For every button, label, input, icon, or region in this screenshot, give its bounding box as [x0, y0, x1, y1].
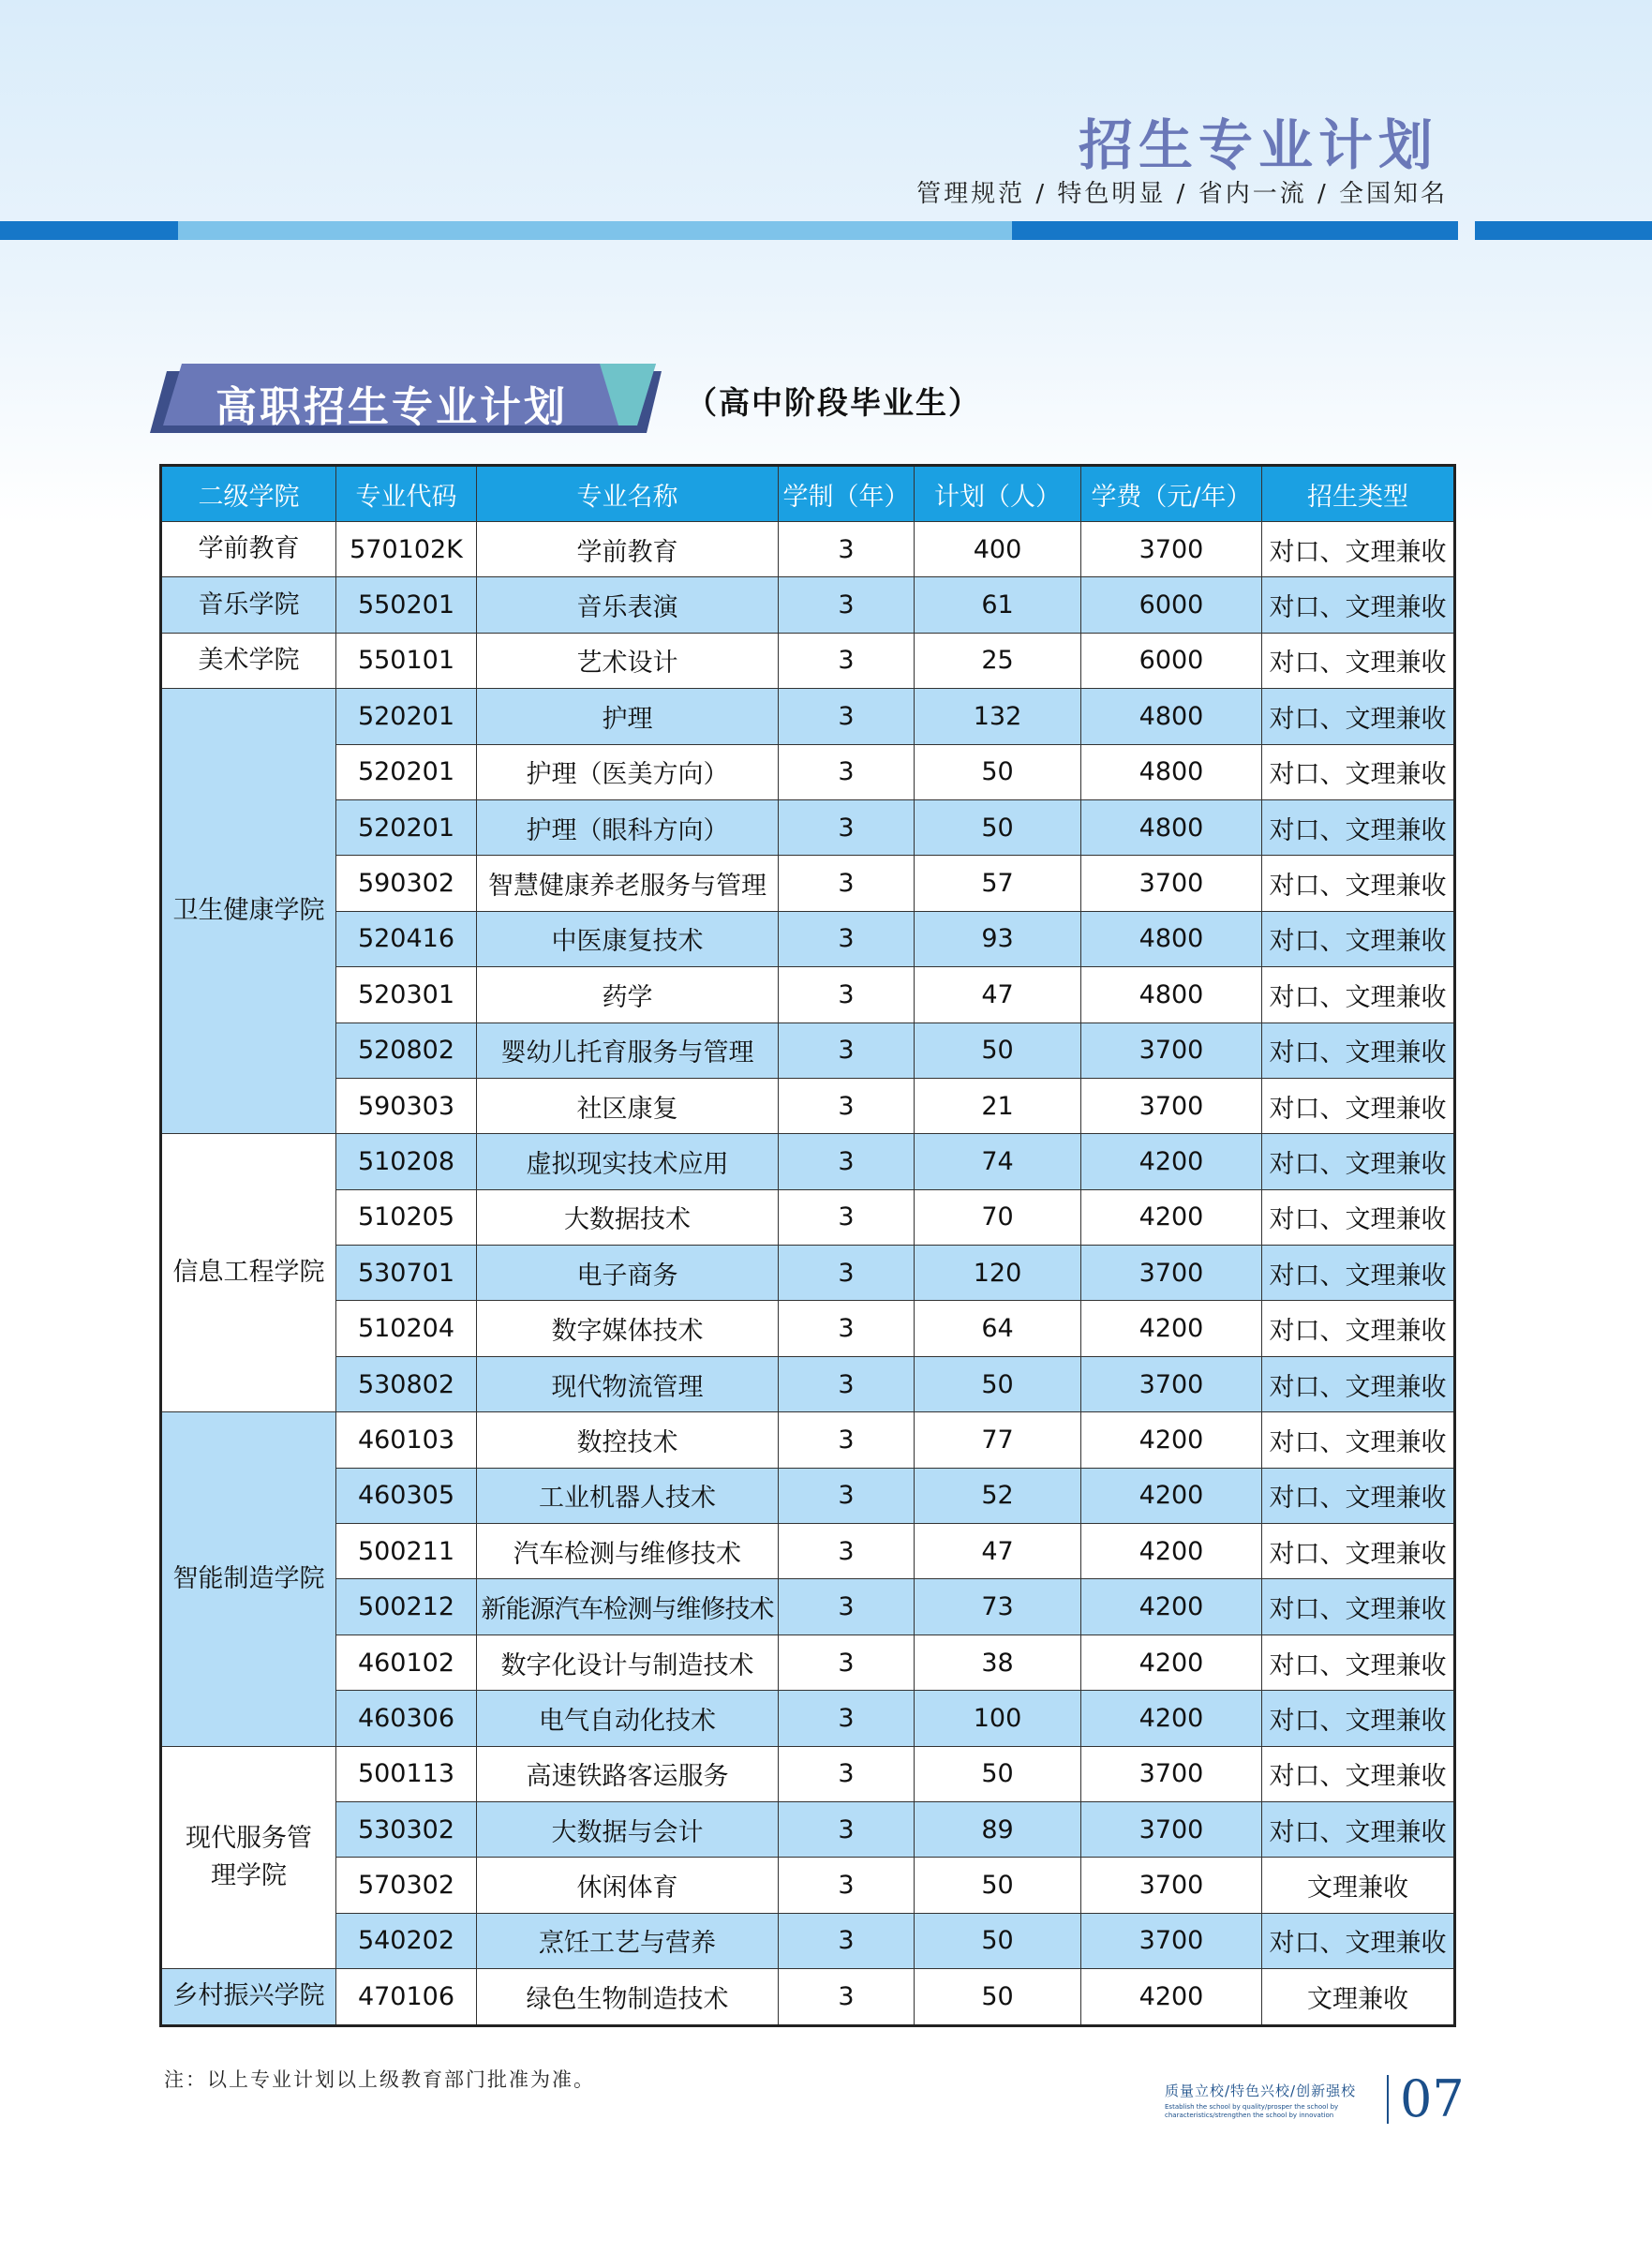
plan-count: 50	[915, 1023, 1081, 1078]
table-row	[161, 1801, 1455, 1857]
plan-count: 52	[915, 1468, 1081, 1523]
page-subtitle: 管理规范 / 特色明显 / 省内一流 / 全国知名	[916, 180, 1448, 208]
major-code: 520201	[336, 689, 477, 744]
admission-type: 对口、文理兼收	[1262, 1913, 1455, 1968]
major-name: 现代物流管理	[477, 1356, 779, 1411]
plan-count: 50	[915, 1746, 1081, 1801]
tuition-fee: 4200	[1081, 1579, 1262, 1635]
college-name: 智能制造学院	[161, 1412, 336, 1746]
major-code: 530802	[336, 1356, 477, 1411]
tuition-fee: 3700	[1081, 1246, 1262, 1301]
table-header	[161, 466, 1455, 522]
admission-type: 对口、文理兼收	[1262, 1356, 1455, 1411]
plan-count: 93	[915, 911, 1081, 966]
section-banner	[150, 364, 675, 440]
table-row	[161, 689, 1455, 744]
admission-type: 文理兼收	[1262, 1858, 1455, 1913]
major-name: 大数据与会计	[477, 1801, 779, 1857]
study-years: 3	[779, 522, 915, 577]
admission-type: 对口、文理兼收	[1262, 1635, 1455, 1690]
study-years: 3	[779, 1023, 915, 1078]
major-code: 510204	[336, 1301, 477, 1356]
major-name: 护理（眼科方向）	[477, 799, 779, 855]
tuition-fee: 6000	[1081, 633, 1262, 688]
table-body	[161, 522, 1455, 2026]
major-code: 510208	[336, 1134, 477, 1189]
admission-type: 对口、文理兼收	[1262, 1412, 1455, 1468]
table-row	[161, 744, 1455, 799]
major-code: 500113	[336, 1746, 477, 1801]
study-years: 3	[779, 1635, 915, 1690]
major-name: 药学	[477, 967, 779, 1023]
admission-type: 对口、文理兼收	[1262, 799, 1455, 855]
study-years: 3	[779, 1858, 915, 1913]
tuition-fee: 4200	[1081, 1134, 1262, 1189]
admission-type: 对口、文理兼收	[1262, 744, 1455, 799]
study-years: 3	[779, 577, 915, 633]
admission-type: 对口、文理兼收	[1262, 1801, 1455, 1857]
tuition-fee: 4200	[1081, 1969, 1262, 2025]
major-name: 艺术设计	[477, 633, 779, 688]
tuition-fee: 4800	[1081, 911, 1262, 966]
major-name: 绿色生物制造技术	[477, 1969, 779, 2025]
table-row	[161, 911, 1455, 966]
footer-divider	[1387, 2075, 1389, 2124]
footer-slogan: 质量立校/特色兴校/创新强校	[1165, 2082, 1357, 2099]
plan-count: 120	[915, 1246, 1081, 1301]
header-row	[161, 466, 1455, 522]
admission-type: 对口、文理兼收	[1262, 1189, 1455, 1245]
plan-count: 61	[915, 577, 1081, 633]
table-row	[161, 967, 1455, 1023]
plan-count: 70	[915, 1189, 1081, 1245]
major-name: 中医康复技术	[477, 911, 779, 966]
major-code: 540202	[336, 1913, 477, 1968]
plan-count: 50	[915, 1913, 1081, 1968]
college-name: 信息工程学院	[161, 1134, 336, 1412]
admission-type: 对口、文理兼收	[1262, 633, 1455, 688]
major-code: 520201	[336, 744, 477, 799]
column-header: 二级学院	[161, 466, 336, 522]
major-code: 570102K	[336, 522, 477, 577]
college-name: 乡村振兴学院	[161, 1969, 336, 2025]
college-name: 卫生健康学院	[161, 689, 336, 1134]
major-code: 530701	[336, 1246, 477, 1301]
column-header: 专业代码	[336, 466, 477, 522]
major-code: 590303	[336, 1078, 477, 1133]
table-row	[161, 1691, 1455, 1746]
table-row	[161, 1134, 1455, 1189]
tuition-fee: 3700	[1081, 1023, 1262, 1078]
major-name: 数控技术	[477, 1412, 779, 1468]
major-name: 电子商务	[477, 1246, 779, 1301]
major-code: 520201	[336, 799, 477, 855]
table-row	[161, 1356, 1455, 1411]
tuition-fee: 4200	[1081, 1189, 1262, 1245]
tuition-fee: 4200	[1081, 1301, 1262, 1356]
major-code: 460102	[336, 1635, 477, 1690]
admission-type: 对口、文理兼收	[1262, 1134, 1455, 1189]
page-title: 招生专业计划	[1078, 113, 1438, 177]
table-row	[161, 1301, 1455, 1356]
study-years: 3	[779, 1356, 915, 1411]
admission-type: 对口、文理兼收	[1262, 522, 1455, 577]
footnote: 注：以上专业计划以上级教育部门批准为准。	[164, 2068, 595, 2091]
table-row	[161, 1468, 1455, 1523]
tuition-fee: 4200	[1081, 1691, 1262, 1746]
header-band-right	[1012, 221, 1458, 240]
major-code: 470106	[336, 1969, 477, 2025]
column-header: 专业名称	[477, 466, 779, 522]
table-row	[161, 1858, 1455, 1913]
admission-type: 对口、文理兼收	[1262, 1246, 1455, 1301]
major-code: 590302	[336, 856, 477, 911]
tuition-fee: 4200	[1081, 1524, 1262, 1579]
study-years: 3	[779, 744, 915, 799]
table-row	[161, 577, 1455, 633]
plan-count: 50	[915, 799, 1081, 855]
study-years: 3	[779, 856, 915, 911]
tuition-fee: 4200	[1081, 1468, 1262, 1523]
tuition-fee: 3700	[1081, 1746, 1262, 1801]
major-name: 新能源汽车检测与维修技术	[477, 1579, 779, 1635]
table-row	[161, 1524, 1455, 1579]
table-row	[161, 1189, 1455, 1245]
plan-count: 50	[915, 744, 1081, 799]
table-row	[161, 1913, 1455, 1968]
section-note: （高中阶段毕业生）	[686, 384, 981, 421]
column-header: 学费（元/年）	[1081, 466, 1262, 522]
tuition-fee: 4800	[1081, 967, 1262, 1023]
footer-slogan-en: Establish the school by quality/prosper the school by characteristics/strengthen the school by innovation	[1165, 2103, 1339, 2119]
tuition-fee: 3700	[1081, 1078, 1262, 1133]
major-name: 数字媒体技术	[477, 1301, 779, 1356]
study-years: 3	[779, 1189, 915, 1245]
section-title: 高职招生专业计划	[216, 383, 568, 431]
table-row	[161, 1969, 1455, 2025]
study-years: 3	[779, 1134, 915, 1189]
plan-count: 50	[915, 1356, 1081, 1411]
study-years: 3	[779, 1468, 915, 1523]
study-years: 3	[779, 1412, 915, 1468]
tuition-fee: 3700	[1081, 856, 1262, 911]
table-row	[161, 1635, 1455, 1690]
admission-type: 对口、文理兼收	[1262, 1468, 1455, 1523]
tuition-fee: 3700	[1081, 1356, 1262, 1411]
study-years: 3	[779, 689, 915, 744]
plan-count: 74	[915, 1134, 1081, 1189]
page-number: 07	[1400, 2069, 1465, 2128]
study-years: 3	[779, 1969, 915, 2025]
admission-type: 对口、文理兼收	[1262, 689, 1455, 744]
plan-count: 64	[915, 1301, 1081, 1356]
major-code: 500212	[336, 1579, 477, 1635]
plan-count: 100	[915, 1691, 1081, 1746]
major-name: 智慧健康养老服务与管理	[477, 856, 779, 911]
admission-type: 对口、文理兼收	[1262, 577, 1455, 633]
major-name: 社区康复	[477, 1078, 779, 1133]
study-years: 3	[779, 1579, 915, 1635]
table-row	[161, 1078, 1455, 1133]
tuition-fee: 3700	[1081, 522, 1262, 577]
major-name: 休闲体育	[477, 1858, 779, 1913]
tuition-fee: 4800	[1081, 799, 1262, 855]
study-years: 3	[779, 1524, 915, 1579]
table-row	[161, 1746, 1455, 1801]
major-name: 虚拟现实技术应用	[477, 1134, 779, 1189]
tuition-fee: 4200	[1081, 1412, 1262, 1468]
plan-count: 50	[915, 1858, 1081, 1913]
header-band-middle	[178, 221, 1012, 240]
major-name: 汽车检测与维修技术	[477, 1524, 779, 1579]
table-row	[161, 799, 1455, 855]
study-years: 3	[779, 1691, 915, 1746]
admission-type: 对口、文理兼收	[1262, 911, 1455, 966]
tuition-fee: 3700	[1081, 1801, 1262, 1857]
major-name: 婴幼儿托育服务与管理	[477, 1023, 779, 1078]
table-row	[161, 633, 1455, 688]
tuition-fee: 6000	[1081, 577, 1262, 633]
major-name: 护理（医美方向）	[477, 744, 779, 799]
study-years: 3	[779, 911, 915, 966]
table-row	[161, 522, 1455, 577]
college-name: 美术学院	[161, 633, 336, 688]
plan-count: 73	[915, 1579, 1081, 1635]
major-code: 550201	[336, 577, 477, 633]
major-code: 500211	[336, 1524, 477, 1579]
study-years: 3	[779, 1913, 915, 1968]
admission-type: 对口、文理兼收	[1262, 1691, 1455, 1746]
study-years: 3	[779, 1078, 915, 1133]
plan-count: 50	[915, 1969, 1081, 2025]
plan-count: 47	[915, 1524, 1081, 1579]
plan-count: 400	[915, 522, 1081, 577]
admission-type: 对口、文理兼收	[1262, 1301, 1455, 1356]
plan-count: 57	[915, 856, 1081, 911]
major-name: 大数据技术	[477, 1189, 779, 1245]
admission-type: 对口、文理兼收	[1262, 1023, 1455, 1078]
plan-count: 132	[915, 689, 1081, 744]
table-row	[161, 1412, 1455, 1468]
admission-type: 对口、文理兼收	[1262, 967, 1455, 1023]
study-years: 3	[779, 1246, 915, 1301]
plan-count: 38	[915, 1635, 1081, 1690]
major-code: 520416	[336, 911, 477, 966]
admission-type: 对口、文理兼收	[1262, 1524, 1455, 1579]
major-code: 460305	[336, 1468, 477, 1523]
major-code: 460306	[336, 1691, 477, 1746]
tuition-fee: 3700	[1081, 1913, 1262, 1968]
admission-type: 文理兼收	[1262, 1969, 1455, 2025]
study-years: 3	[779, 1746, 915, 1801]
major-name: 音乐表演	[477, 577, 779, 633]
major-code: 530302	[336, 1801, 477, 1857]
college-name: 音乐学院	[161, 577, 336, 633]
tuition-fee: 4800	[1081, 744, 1262, 799]
major-name: 电气自动化技术	[477, 1691, 779, 1746]
admission-type: 对口、文理兼收	[1262, 856, 1455, 911]
major-name: 工业机器人技术	[477, 1468, 779, 1523]
admission-type: 对口、文理兼收	[1262, 1078, 1455, 1133]
study-years: 3	[779, 1301, 915, 1356]
tuition-fee: 3700	[1081, 1858, 1262, 1913]
major-name: 高速铁路客运服务	[477, 1746, 779, 1801]
table-row	[161, 856, 1455, 911]
table-row	[161, 1246, 1455, 1301]
column-header: 学制（年）	[779, 466, 915, 522]
enrollment-plan-table	[159, 464, 1456, 2027]
study-years: 3	[779, 1801, 915, 1857]
admission-type: 对口、文理兼收	[1262, 1746, 1455, 1801]
tuition-fee: 4200	[1081, 1635, 1262, 1690]
header-band-edge	[1475, 221, 1652, 240]
major-name: 烹饪工艺与营养	[477, 1913, 779, 1968]
column-header: 计划（人）	[915, 466, 1081, 522]
major-name: 数字化设计与制造技术	[477, 1635, 779, 1690]
major-code: 520802	[336, 1023, 477, 1078]
college-name: 学前教育	[161, 522, 336, 577]
table-row	[161, 1579, 1455, 1635]
header-band-left	[0, 221, 178, 240]
plan-count: 77	[915, 1412, 1081, 1468]
major-code: 520301	[336, 967, 477, 1023]
study-years: 3	[779, 799, 915, 855]
major-name: 学前教育	[477, 522, 779, 577]
major-code: 550101	[336, 633, 477, 688]
plan-count: 47	[915, 967, 1081, 1023]
table-row	[161, 1023, 1455, 1078]
plan-count: 89	[915, 1801, 1081, 1857]
study-years: 3	[779, 633, 915, 688]
plan-count: 21	[915, 1078, 1081, 1133]
major-code: 570302	[336, 1858, 477, 1913]
admission-type: 对口、文理兼收	[1262, 1579, 1455, 1635]
major-code: 510205	[336, 1189, 477, 1245]
major-name: 护理	[477, 689, 779, 744]
major-code: 460103	[336, 1412, 477, 1468]
tuition-fee: 4800	[1081, 689, 1262, 744]
college-name: 现代服务管理学院	[161, 1746, 336, 1969]
plan-count: 25	[915, 633, 1081, 688]
column-header: 招生类型	[1262, 466, 1455, 522]
study-years: 3	[779, 967, 915, 1023]
